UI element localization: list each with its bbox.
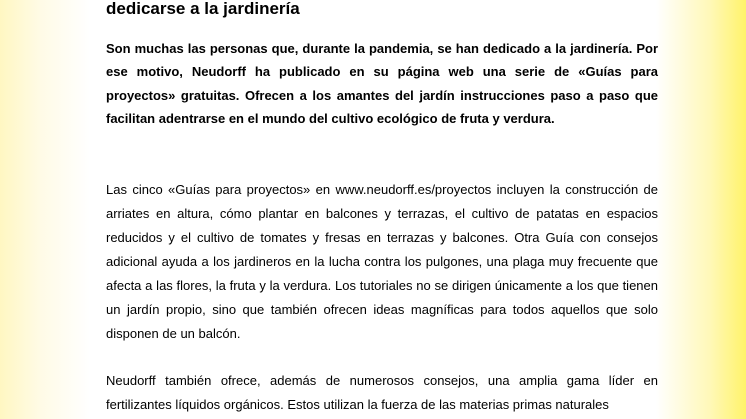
article-lead: Son muchas las personas que, durante la pandemia, se han dedicado a la jardinería. Por ese motivo, Neudorff ha publicado en su página web una serie de «Guías para proyectos» gratuitas. Ofrecen a los amantes del jardín instrucciones paso a paso que facilitan adentrarse en el mundo del cultivo ecológico de fruta y verdura. — [106, 41, 658, 127]
article-paragraph: Las cinco «Guías para proyectos» en www.neudorff.es/proyectos incluyen la construcción de arriates en altura, cómo plantar en balcones y terrazas, el cultivo de patatas en espacios reducidos y el cultivo de tomates y fresas en terrazas y balcones. Otra Guía con consejos adicional ayuda a los jardineros en la lucha contra los pulgones, una plaga muy frecuente que afecta a las flores, la fruta y la verdura. Los tutoriales no se dirigen únicamente a los que tienen un jardín propio, sino que también ofrecen ideas magníficas para todos aquellos que solo disponen de un balcón. — [106, 182, 658, 341]
article-title: dedicarse a la jardinería — [106, 0, 300, 18]
left-page-background — [0, 0, 90, 419]
article-paragraph: Neudorff también ofrece, además de numerosos consejos, una amplia gama líder en fertilizantes líquidos orgánicos. Estos utilizan la fuerza de las materias primas naturales — [106, 373, 658, 412]
right-page-background — [656, 0, 746, 419]
